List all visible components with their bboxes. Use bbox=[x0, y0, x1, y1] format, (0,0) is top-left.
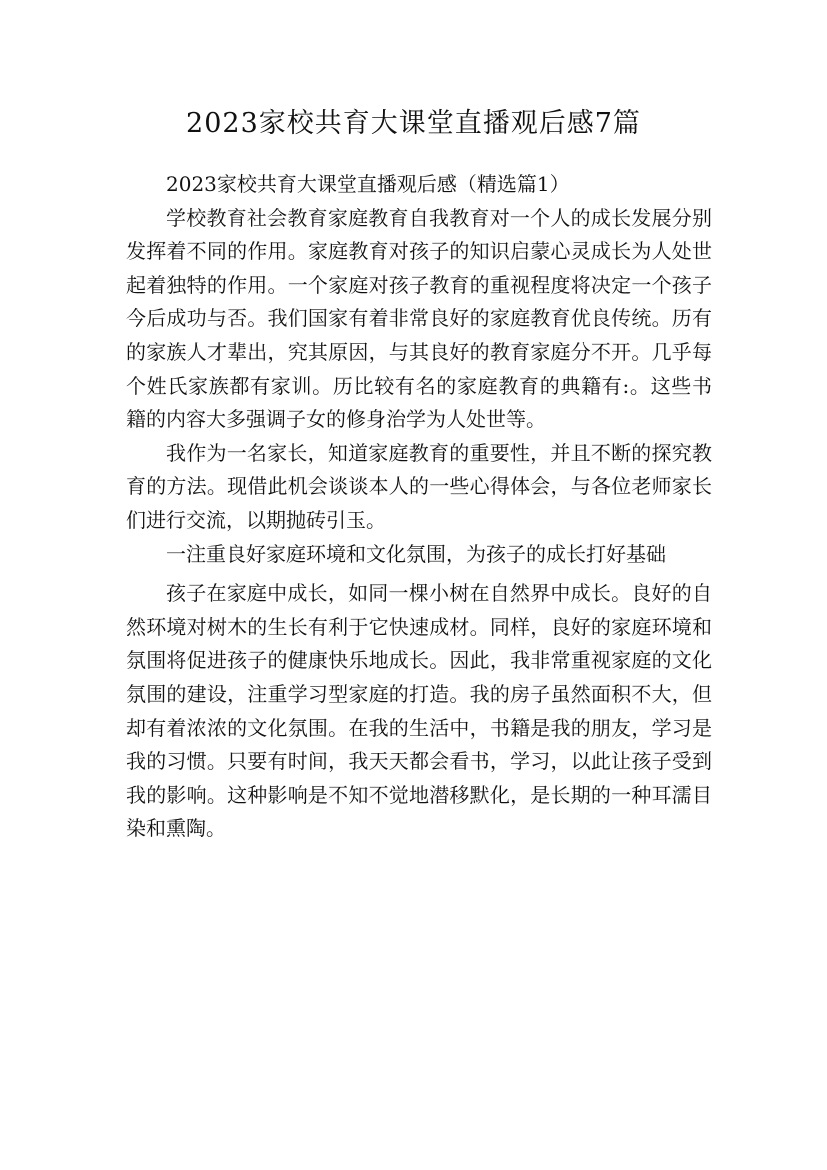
section-subtitle: 2023家校共育大课堂直播观后感（精选篇1） bbox=[166, 172, 570, 196]
section-heading-1: 一注重良好家庭环境和文化氛围，为孩子的成长打好基础 bbox=[166, 541, 666, 566]
paragraph-2: 我作为一名家长，知道家庭教育的重要性，并且不断的探究教育的方法。现借此机会谈谈本人的一些心得体会，与各位老师家长们进行交流，以期抛砖引玉。 bbox=[126, 440, 712, 532]
paragraph-1: 学校教育社会教育家庭教育自我教育对一个人的成长发展分别发挥着不同的作用。家庭教育对孩子的知识启蒙心灵成长为人处世起着独特的作用。一个家庭对孩子教育的重视程度将决定一个孩子今后成功与否。我们国家有着非常良好的家庭教育优良传统。历有的家族人才辈出，究其原因，与其良好的教育家庭分不开。几乎每个姓氏家族都有家训。历比较有名的家庭教育的典籍有:。这些书籍的内容大多强调子女的修身治学为人处世等。 bbox=[126, 205, 712, 432]
paragraph-3: 孩子在家庭中成长，如同一棵小树在自然界中成长。良好的自然环境对树木的生长有利于它快速成材。同样，良好的家庭环境和氛围将促进孩子的健康快乐地成长。因此，我非常重视家庭的文化氛围的建设，注重学习型家庭的打造。我的房子虽然面积不大，但却有着浓浓的文化氛围。在我的生活中，书籍是我的朋友，学习是我的习惯。只要有时间，我天天都会看书，学习，以此让孩子受到我的影响。这种影响是不知不觉地潜移默化，是长期的一种耳濡目染和熏陶。 bbox=[126, 581, 712, 841]
document-title: 2023家校共育大课堂直播观后感7篇 bbox=[186, 108, 641, 139]
document-body bbox=[126, 168, 712, 846]
